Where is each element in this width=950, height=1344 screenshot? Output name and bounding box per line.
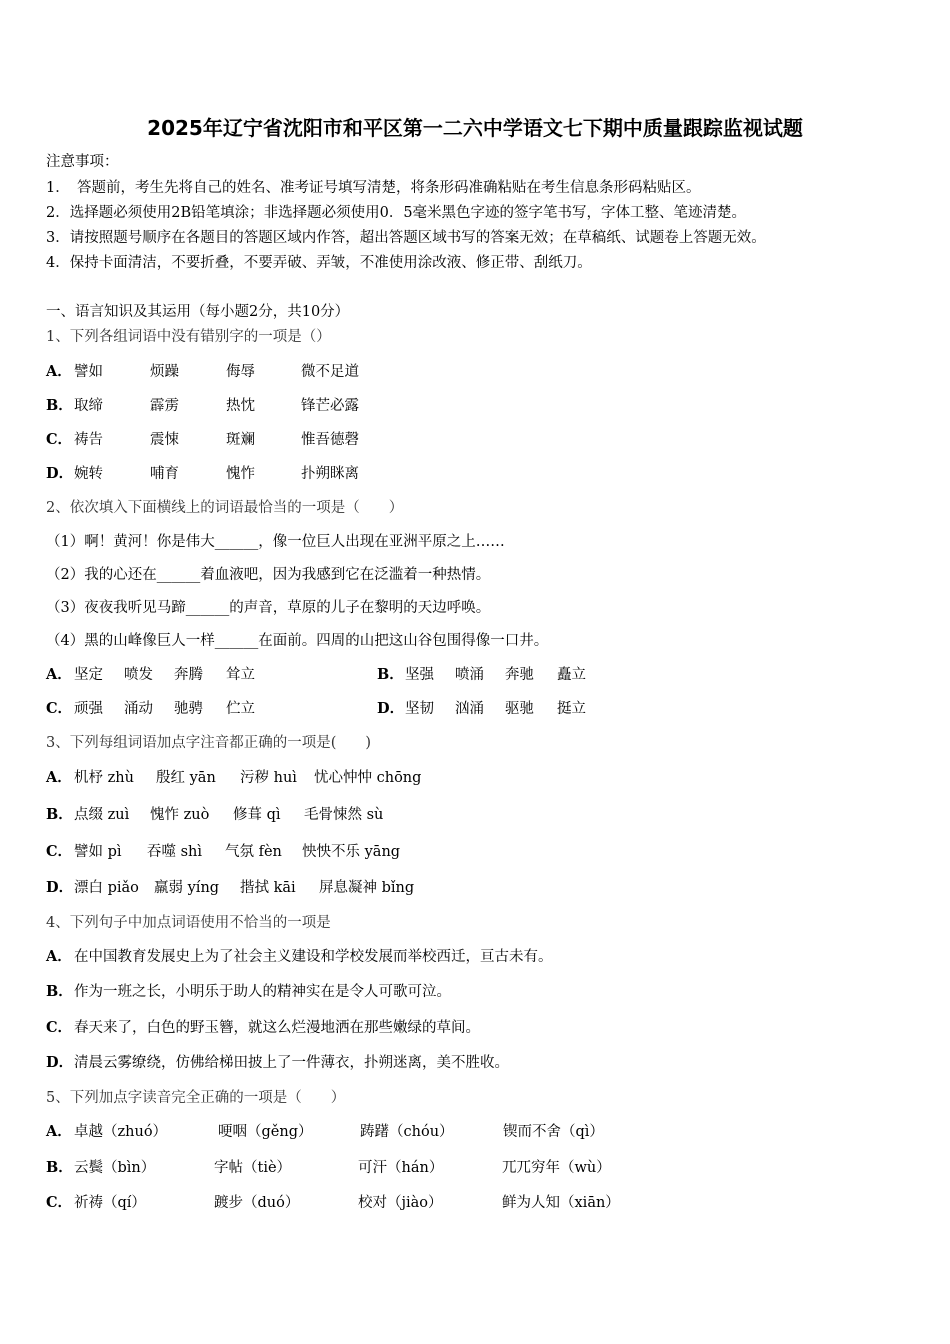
question-5-stem: 5、下列加点字读音完全正确的一项是（ ）: [46, 1090, 346, 1106]
notice-item: 2．选择题必须使用2B铅笔填涂；非选择题必须使用0．5毫米黑色字迹的签字笔书写，字体工整、笔迹清楚。: [46, 205, 747, 221]
notice-item: 3．请按照题号顺序在各题目的答题区域内作答，超出答题区域书写的答案无效；在草稿纸、试题卷上答题无效。: [46, 230, 766, 246]
q2-sentence: （1）啊！黄河！你是伟大______，像一位巨人出现在亚洲平原之上……: [46, 534, 505, 550]
page-title: 2025年辽宁省沈阳市和平区第一二六中学语文七下期中质量跟踪监视试题: [147, 116, 803, 140]
q2-sentence: （4）黑的山峰像巨人一样______在面前。四周的山把这山谷包围得像一口井。: [46, 633, 549, 649]
question-4-stem: 4、下列句子中加点词语使用不恰当的一项是: [46, 915, 331, 931]
question-3-stem: 3、下列每组词语加点字注音都正确的一项是( ): [46, 735, 372, 751]
notice-heading: 注意事项：: [46, 154, 119, 170]
question-1-stem: 1、下列各组词语中没有错别字的一项是（）: [46, 329, 331, 345]
notice-item: 4．保持卡面清洁，不要折叠，不要弄破、弄皱，不准使用涂改液、修正带、刮纸刀。: [46, 255, 592, 271]
q2-sentence: （3）夜夜我听见马蹄______的声音，草原的儿子在黎明的天边呼唤。: [46, 600, 491, 616]
section-heading: 一、语言知识及其运用（每小题2分，共10分）: [46, 304, 350, 320]
q2-sentence: （2）我的心还在______着血液吧，因为我感到它在泛滥着一种热情。: [46, 567, 491, 583]
notice-item: 1． 答题前，考生先将自己的姓名、准考证号填写清楚，将条形码准确粘贴在考生信息条形码粘贴区。: [46, 180, 701, 196]
document-page: 2025年辽宁省沈阳市和平区第一二六中学语文七下期中质量跟踪监视试题 注意事项： 1． 答题前，考生先将自己的姓名、准考证号填写清楚，将条形码准确粘贴在考生信息条形码粘贴区。 2．选择题必须使用2B铅笔填涂；非选择题必须使用0．5毫米黑色字迹的签字笔书写，字体工整、笔迹清楚。 3．请按照题号顺序在各题目的答题区域内作答，超出答题区域书写的答案无效；在草稿纸、试题卷上答题无效。 4．保持卡面清洁，不要折叠，不要弄破、弄皱，不准使用涂改液、修正带、刮纸刀。 一、语言知识及其运用（每小题2分，共10分） 1、下列各组词语中没有错别字的一项是（） A． 譬如 烦躁 侮辱 微不足道 B． 取缔 霹雳 热忱 锋芒必露 C． 祷告 震悚 斑斓 惟吾德磬 D． 婉转 哺育 愧怍 扑朔眯离 2、依次填入下面横线上的词语最恰当的一项是（ ） （1）啊！黄河！你是伟大______，像一位巨人出现在亚洲平原之上…… （2）我的心还在______着血液吧，因为我感到它在泛滥着一种热情。 （3）夜夜我听见马蹄______的声音，草原的儿子在黎明的天边呼唤。 （4）黑的山峰像巨人一样______在面前。四周的山把这山谷包围得像一口井。 A． 坚定 喷发 奔腾 耸立 B． 坚强 喷涌 奔驰 矗立 C． 顽强 涌动 驰骋 伫立 D． 坚韧 汹涌 驱驰 挺立 3、下列每组词语加点字注音都正确的一项是( ) A． 机杼 zhù 殷红 yān 污秽 huì 忧心忡忡 chōng B． 点缀 zuì 愧怍 zuò 修葺 qì 毛骨悚然 sù C． 譬如 pì 吞噬 shì 气氛 fèn 怏怏不乐 yāng D． 漂白 piǎo 羸弱 yíng 揩拭 kāi 屏息凝神 bǐng 4、下列句子中加点词语使用不恰当的一项是 A． 在中国教育发展史上为了社会主义建设和学校发展而举校西迁，亘古未有。 B． 作为一班之长，小明乐于助人的精神实在是令人可歌可泣。 C． 春天来了，白色的野玉簪，就这么烂漫地洒在那些嫩绿的草间。 D． 清晨云雾缭绕，仿佛给梯田披上了一件薄衣，扑朔迷离，美不胜收。 5、下列加点字读音完全正确的一项是（ ） A． 卓越（zhuó） 哽咽（gěng） 踌躇（chóu） 锲而不舍（qì） B． 云鬓（bìn） 字帖（tiè） 可汗（hán） 兀兀穷年（wù） C． 祈祷（qí） 踱步（duó） 校对（jiào） 鲜为人知（xiān）: [0, 0, 950, 1344]
question-2-stem: 2、依次填入下面横线上的词语最恰当的一项是（ ）: [46, 500, 404, 516]
